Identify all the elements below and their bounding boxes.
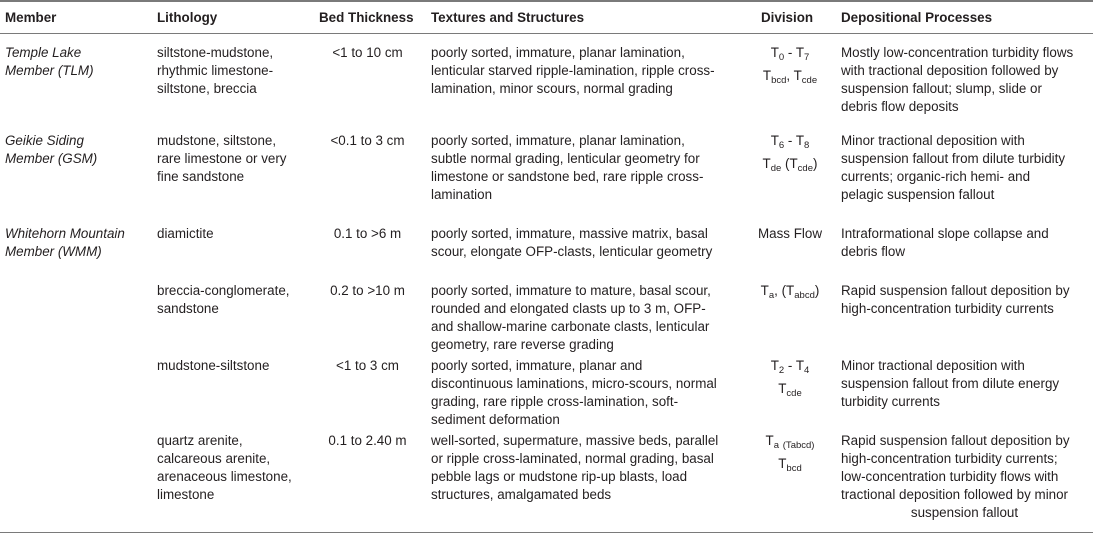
table-row-processes: Minor tractional deposition with suspension fallout from dilute energy turbidity currents xyxy=(841,358,1060,409)
table-row-textures: well-sorted, supermature, massive beds, parallel or ripple cross-laminated, normal grading, basal pebble lags or mudstone rip-up blasts, load structures, amalgamated beds xyxy=(431,433,719,502)
table-row-division: $T_2 - T_4$ $T_{cde}$ xyxy=(770,358,810,399)
header-depositional-processes: Depositional Processes xyxy=(841,10,993,25)
table-row-division: Mass Flow xyxy=(758,226,822,241)
table-row-processes: Rapid suspension fallout deposition by high-concentration turbidity currents xyxy=(841,283,1070,316)
table-row-processes: Rapid suspension fallout deposition by high-concentration turbidity currents; low-concentration turbidity flows with tractional deposition followed by minor suspension fallout xyxy=(841,433,1070,520)
table-row-lithology: siltstone-mudstone, rhythmic limestone- siltstone, breccia xyxy=(157,45,274,96)
table-row-division: $T_a$ $_{(Tabcd)}$ $T_{bcd}$ xyxy=(765,433,815,474)
header-division: Division xyxy=(761,10,814,25)
table-row-textures: poorly sorted, immature, planar lamination, subtle normal grading, lenticular geometry for limestone or sandstone bed, rare ripple cross- lamination xyxy=(431,133,704,202)
table-row-textures: poorly sorted, immature to mature, basal scour, rounded and elongated clasts up to 3 m, OFP- and shallow-marine carbonate clasts, lenticular geometry, rare reverse grading xyxy=(431,283,711,352)
table-row-lithology: mudstone-siltstone xyxy=(157,358,270,373)
table-row-lithology: diamictite xyxy=(157,226,214,241)
table-row-thickness: 0.1 to 2.40 m xyxy=(328,433,407,448)
table-row-division: $T_6 - T_8$ $T_{de}$ $(T_{cde})$ xyxy=(762,133,818,174)
table-row-processes: Intraformational slope collapse and debris flow xyxy=(841,226,1049,259)
table-row-processes: Minor tractional deposition with suspension fallout from dilute turbidity currents; organic-rich hemi- and pelagic suspension fallout xyxy=(841,133,1066,202)
table-row-thickness: 0.2 to >10 m xyxy=(330,283,405,298)
table-row-division: $T_a$, $(T_{abcd})$ xyxy=(760,283,820,301)
table-row-lithology: breccia-conglomerate, sandstone xyxy=(157,283,290,316)
header-textures-structures: Textures and Structures xyxy=(431,10,585,25)
table-row-lithology: mudstone, siltstone, rare limestone or very fine sandstone xyxy=(157,133,287,184)
header-member: Member xyxy=(5,10,57,25)
table-bottom-rule xyxy=(0,532,1093,533)
table-row-division: $T_0 - T_7$ $T_{bcd}$, $T_{cde}$ xyxy=(762,45,818,86)
table-row-thickness: <1 to 3 cm xyxy=(336,358,399,373)
table-row-member: Temple Lake Member (TLM) xyxy=(5,45,94,78)
header-bed-thickness: Bed Thickness xyxy=(319,10,414,25)
table-row-member: Geikie Siding Member (GSM) xyxy=(5,133,98,166)
table-row-lithology: quartz arenite, calcareous arenite, arenaceous limestone, limestone xyxy=(157,433,292,502)
table-row-processes: Mostly low-concentration turbidity flows with tractional deposition followed by suspension fallout; slump, slide or debris flow deposits xyxy=(841,45,1074,114)
table-row-textures: poorly sorted, immature, planar and discontinuous laminations, micro-scours, normal grading, rare ripple cross-lamination, soft- sediment deformation xyxy=(431,358,717,427)
table-row-textures: poorly sorted, immature, planar lamination, lenticular starved ripple-lamination, ripple cross- lamination, minor scours, normal grading xyxy=(431,45,715,96)
table-row-thickness: <0.1 to 3 cm xyxy=(330,133,405,148)
table-row-member: Whitehorn Mountain Member (WMM) xyxy=(5,226,125,259)
table-top-rule xyxy=(0,0,1093,2)
header-lithology: Lithology xyxy=(157,10,218,25)
table-header-rule xyxy=(0,33,1093,34)
table-row-thickness: <1 to 10 cm xyxy=(332,45,403,60)
table-row-textures: poorly sorted, immature, massive matrix, basal scour, elongate OFP-clasts, lenticular geometry xyxy=(431,226,713,259)
table-row-thickness: 0.1 to >6 m xyxy=(333,226,402,241)
